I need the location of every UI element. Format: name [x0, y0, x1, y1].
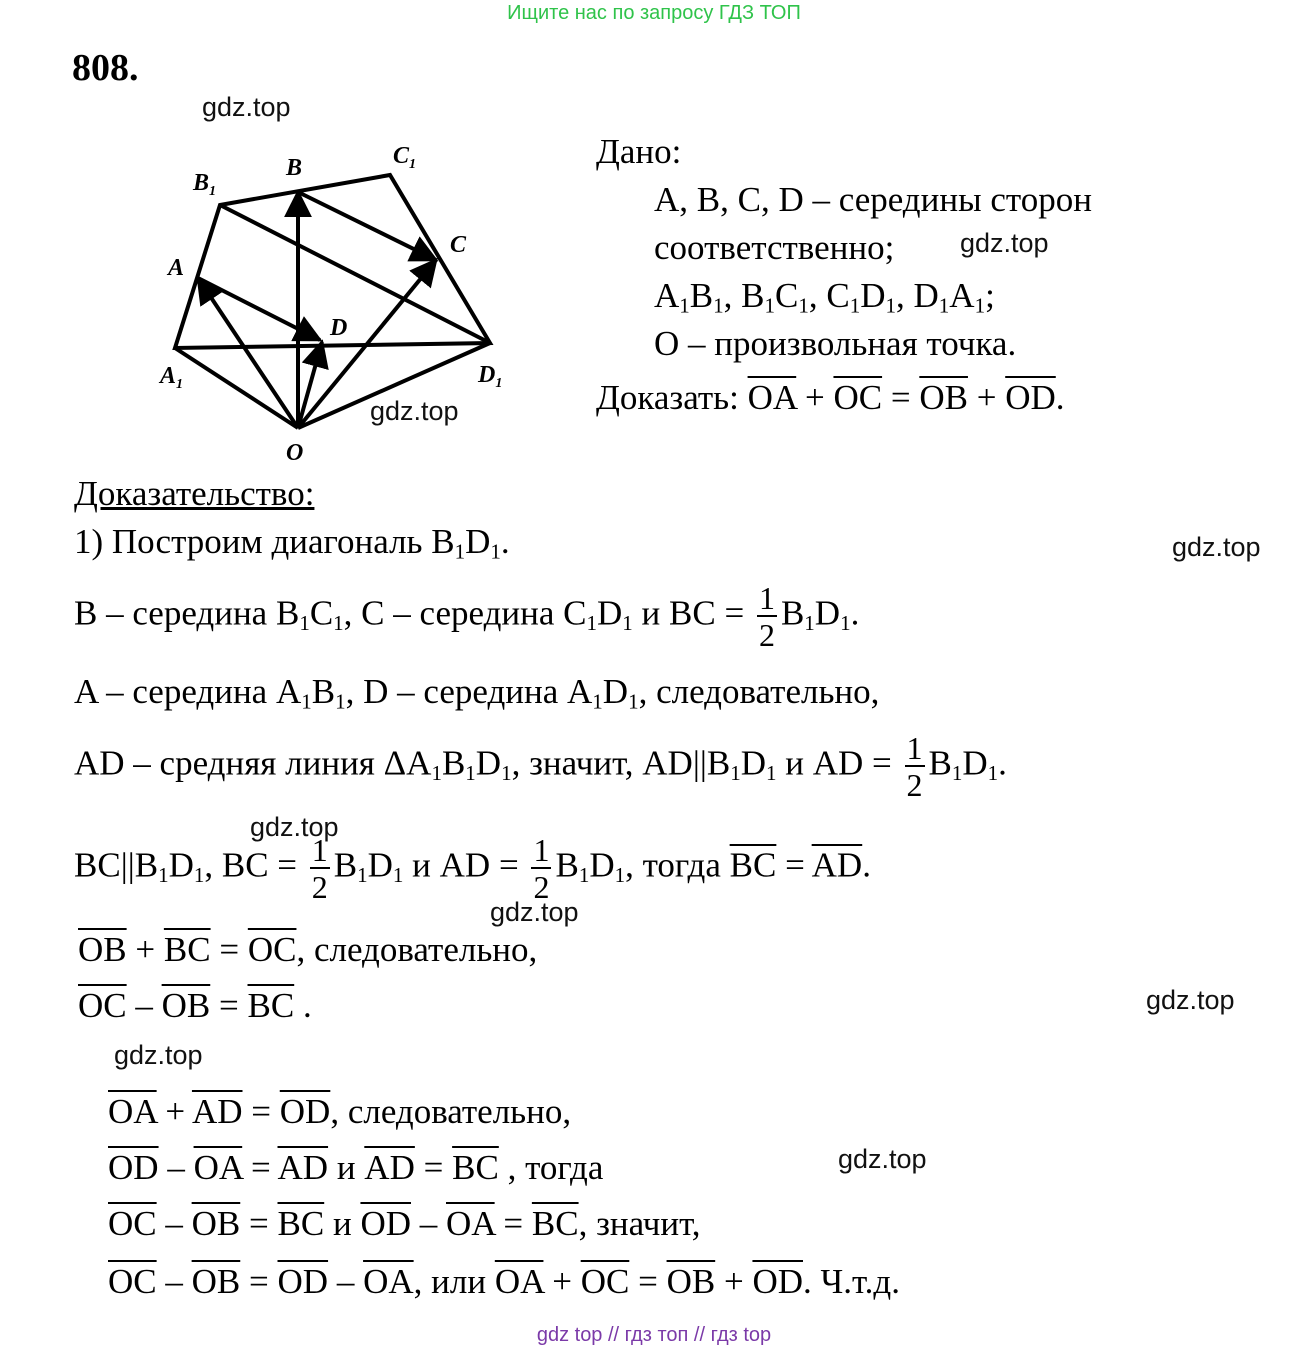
watermark: gdz.top	[202, 92, 291, 122]
vector-oa	[198, 278, 298, 428]
proof-line-11: $\overline{OC} - \overline{OB} = \overline{OD} - \overline{OA}$, или $\overline{OA} + \overline{OC} = \overline{OB} + \overline{OD}$. Ч.т.д.	[108, 1262, 900, 1301]
proof-line-6: $\overline{OB} + \overline{BC} = \overline{OC}$, следовательно,	[78, 930, 538, 969]
given-line-3: $A_1B_1$, $B_1C_1$, $C_1D_1$, $D_1A_1$;	[654, 276, 995, 318]
watermark: gdz.top	[1172, 532, 1261, 562]
given-line-2: соответственно;	[654, 228, 895, 267]
given-line-4: O – произвольная точка.	[654, 324, 1017, 363]
watermark: gdz.top	[250, 812, 339, 842]
label-a1: $A_1$	[160, 363, 184, 392]
proof-title: Доказательство:	[74, 474, 315, 513]
proof-line-4: AD – средняя линия $\Delta A_1B_1D_1$, значит, $AD||B_1D_1$ и AD = $\frac{1}{2}$ $B_1D_1$.	[74, 730, 1007, 803]
proof-line-7: $\overline{OC} - \overline{OB} = \overline{BC}$ .	[78, 986, 312, 1025]
proof-line-5: $BC||B_1D_1$, BC = $\frac{1}{2}$ $B_1D_1$ и AD = $\frac{1}{2}$ $B_1D_1$, тогда $\overline{BC} = \overline{AD}$.	[74, 832, 871, 905]
label-d1: $D_1$	[478, 362, 503, 391]
label-c1: $C_1$	[393, 143, 417, 172]
vector-bc	[298, 192, 436, 260]
proof-line-9: $\overline{OD} - \overline{OA} = \overline{AD}$ и $\overline{AD} = \overline{BC}$ , тогда	[108, 1148, 604, 1187]
label-b: B	[286, 155, 303, 181]
label-a: A	[168, 255, 185, 281]
top-banner[interactable]: Ищите нас по запросу ГДЗ ТОП	[507, 2, 801, 24]
watermark: gdz.top	[490, 897, 579, 927]
label-o: O	[286, 440, 304, 466]
given-line-1: A, B, C, D – середины сторон	[654, 180, 1092, 219]
label-b1: $B_1$	[193, 170, 217, 199]
proof-line-8: $\overline{OA} + \overline{AD} = \overline{OD}$, следовательно,	[108, 1092, 572, 1131]
watermark: gdz.top	[114, 1040, 203, 1070]
fraction-half: $\frac{1}{2}$	[311, 832, 328, 905]
proof-line-2: B – середина $B_1C_1$, C – середина $C_1D_1$ и BC = $\frac{1}{2}$ $B_1D_1$.	[74, 580, 860, 653]
fraction-half: $\frac{1}{2}$	[906, 730, 923, 803]
label-c: C	[450, 232, 467, 258]
proof-line-3: A – середина $A_1B_1$, D – середина $A_1D_1$, следовательно,	[74, 672, 880, 714]
watermark: gdz.top	[838, 1144, 927, 1174]
given-title: Дано:	[596, 132, 682, 171]
fraction-half: $\frac{1}{2}$	[533, 832, 550, 905]
label-d: D	[330, 315, 348, 341]
prove-statement: Доказать: $\overline{OA} + \overline{OC} = \overline{OB} + \overline{OD}$.	[596, 378, 1065, 417]
proof-line-10: $\overline{OC} - \overline{OB} = \overline{BC}$ и $\overline{OD} - \overline{OA} = \overline{BC}$, значит,	[108, 1204, 701, 1243]
proof-step-1: 1) Построим диагональ $B_1D_1$.	[74, 522, 510, 564]
problem-number: 808.	[72, 47, 139, 89]
fraction-half: $\frac{1}{2}$	[758, 580, 775, 653]
quadrilateral-figure	[150, 130, 530, 470]
watermark: gdz.top	[370, 396, 459, 426]
watermark: gdz.top	[960, 228, 1049, 258]
watermark: gdz.top	[1146, 985, 1235, 1015]
footer-links[interactable]: gdz top // гдз топ // гдз top	[536, 1324, 772, 1346]
